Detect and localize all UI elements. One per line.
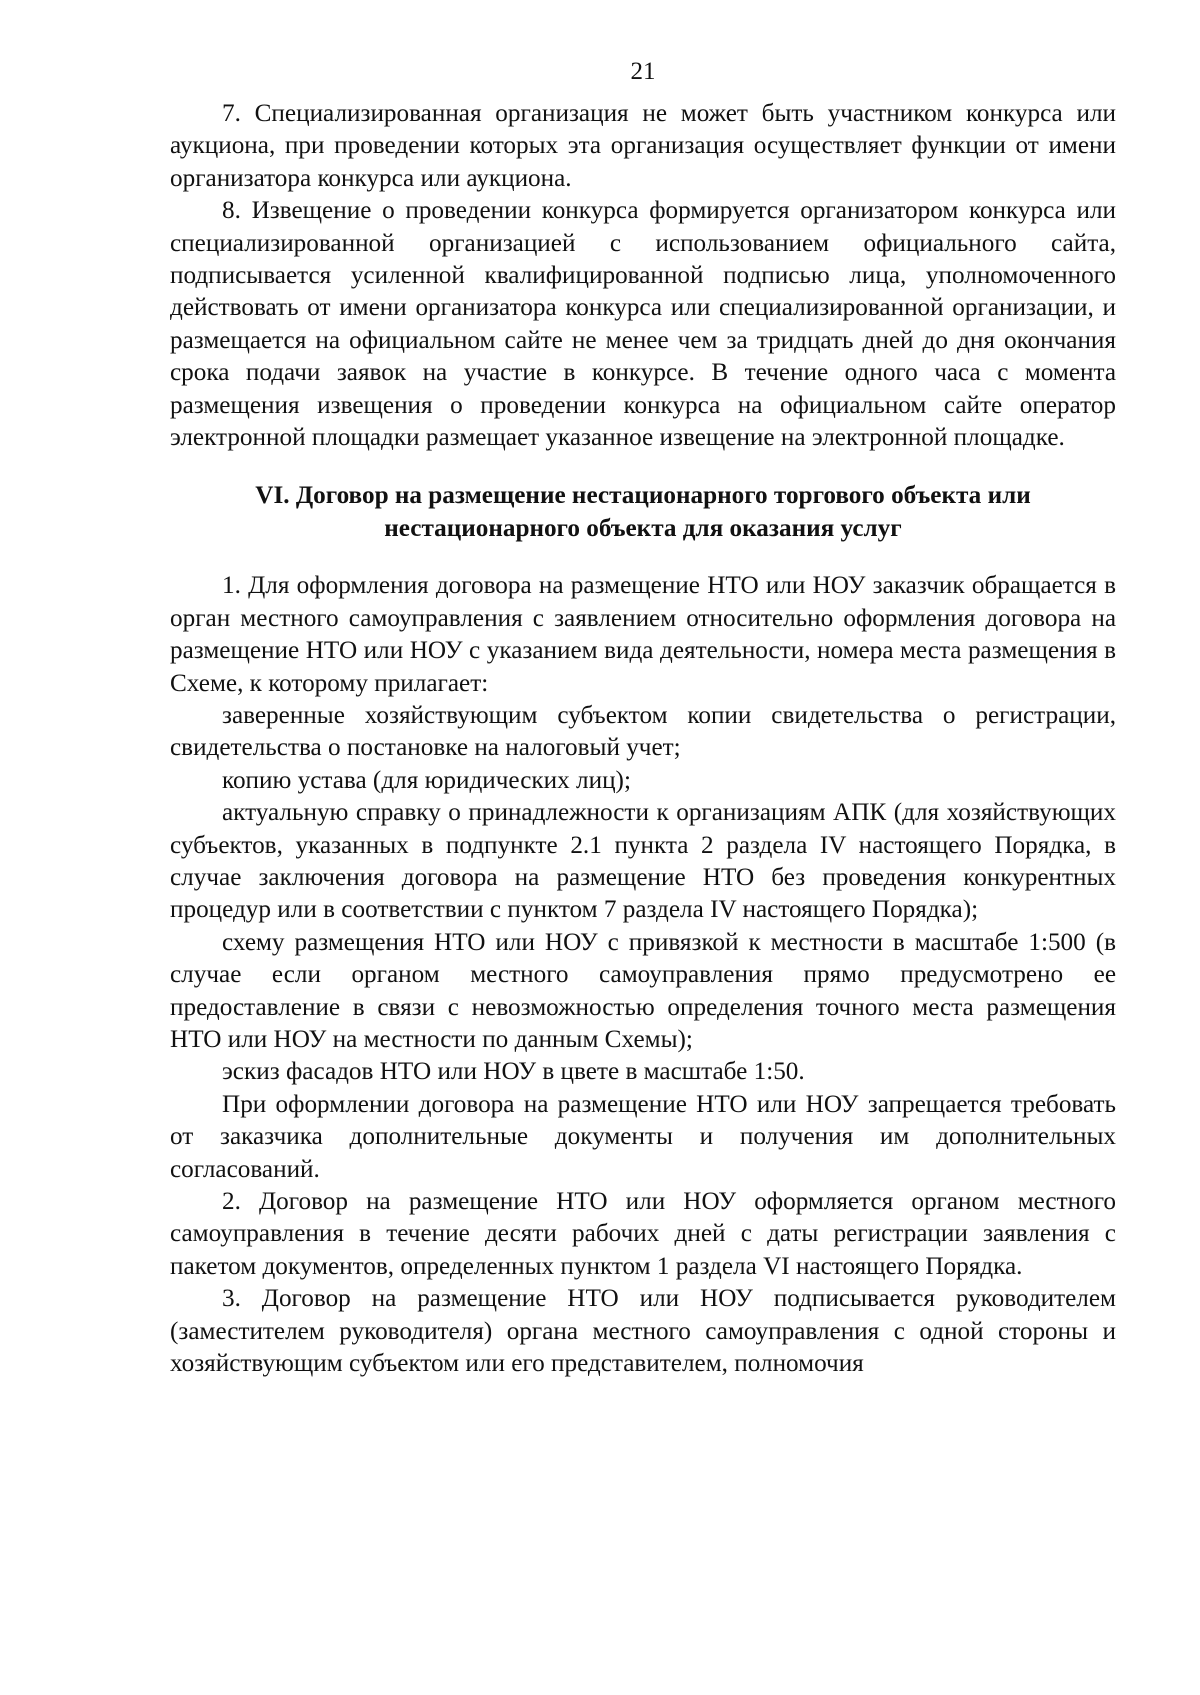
paragraph-prohibition: При оформлении договора на размещение НТО или НОУ запрещается требовать от заказчика дополнительные документы и получения им дополнительных согласований. [170, 1090, 1116, 1183]
list-item-placement-scheme: схему размещения НТО или НОУ с привязкой к местности в масштабе 1:500 (в случае если органом местного самоуправления прямо предусмотрено ее предоставление в связи с невозможностью определения точного места размещения НТО или НОУ на местности по данным Схемы); [170, 928, 1116, 1053]
list-item-apk-certificate: актуальную справку о принадлежности к организациям АПК (для хозяйствующих субъектов, указанных в подпункте 2.1 пункта 2 раздела IV настоящего Порядка, в случае заключения договора на размещение НТО без проведения конкурентных процедур или в соответствии с пунктом 7 раздела IV настоящего Порядка); [170, 799, 1116, 924]
paragraph-7: 7. Специализированная организация не может быть участником конкурса или аукциона, при проведении которых эта организация осуществляет функции от имени организатора конкурса или аукциона. [170, 100, 1116, 192]
section-paragraph-3: 3. Договор на размещение НТО или НОУ подписывается руководителем (заместителем руководителя) органа местного самоуправления с одной стороны и хозяйствующим субъектом или его представителем, полномочия [170, 1285, 1116, 1378]
section-paragraph-1: 1. Для оформления договора на размещение НТО или НОУ заказчик обращается в орган местного самоуправления с заявлением относительно оформления договора на размещение НТО или НОУ с указанием вида деятельности, номера места размещения в Схеме, к которому прилагает: [170, 572, 1116, 697]
paragraph-8: 8. Извещение о проведении конкурса формируется организатором конкурса или специализированной организацией с использованием официального сайта, подписывается усиленной квалифицированной подписью лица, уполномоченного действовать от имени организатора конкурса или специализированной организации, и размещается на официальном сайте не менее чем за тридцать дней до дня окончания срока подачи заявок на участие в конкурсе. В течение одного часа с момента размещения извещения о проведении конкурса на официальном сайте оператор электронной площадки размещает указанное извещение на электронной площадке. [170, 197, 1116, 452]
list-item-registration-copies: заверенные хозяйствующим субъектом копии свидетельства о регистрации, свидетельства о постановке на налоговый учет; [170, 701, 1116, 762]
document-page [170, 56, 1116, 1380]
section-heading-line-2: нестационарного объекта для оказания услуг [384, 514, 902, 542]
list-item-facade-sketch: эскиз фасадов НТО или НОУ в цвете в масштабе 1:50. [222, 1058, 805, 1086]
section-heading-line-1: VI. Договор на размещение нестационарного торгового объекта или [255, 482, 1031, 510]
page-number: 21 [630, 58, 656, 85]
section-paragraph-2: 2. Договор на размещение НТО или НОУ оформляется органом местного самоуправления в течение десяти рабочих дней с даты регистрации заявления с пакетом документов, определенных пунктом 1 раздела VI настоящего Порядка. [170, 1188, 1116, 1280]
list-item-charter-copy: копию устава (для юридических лиц); [222, 766, 631, 794]
section-heading [170, 480, 1116, 545]
